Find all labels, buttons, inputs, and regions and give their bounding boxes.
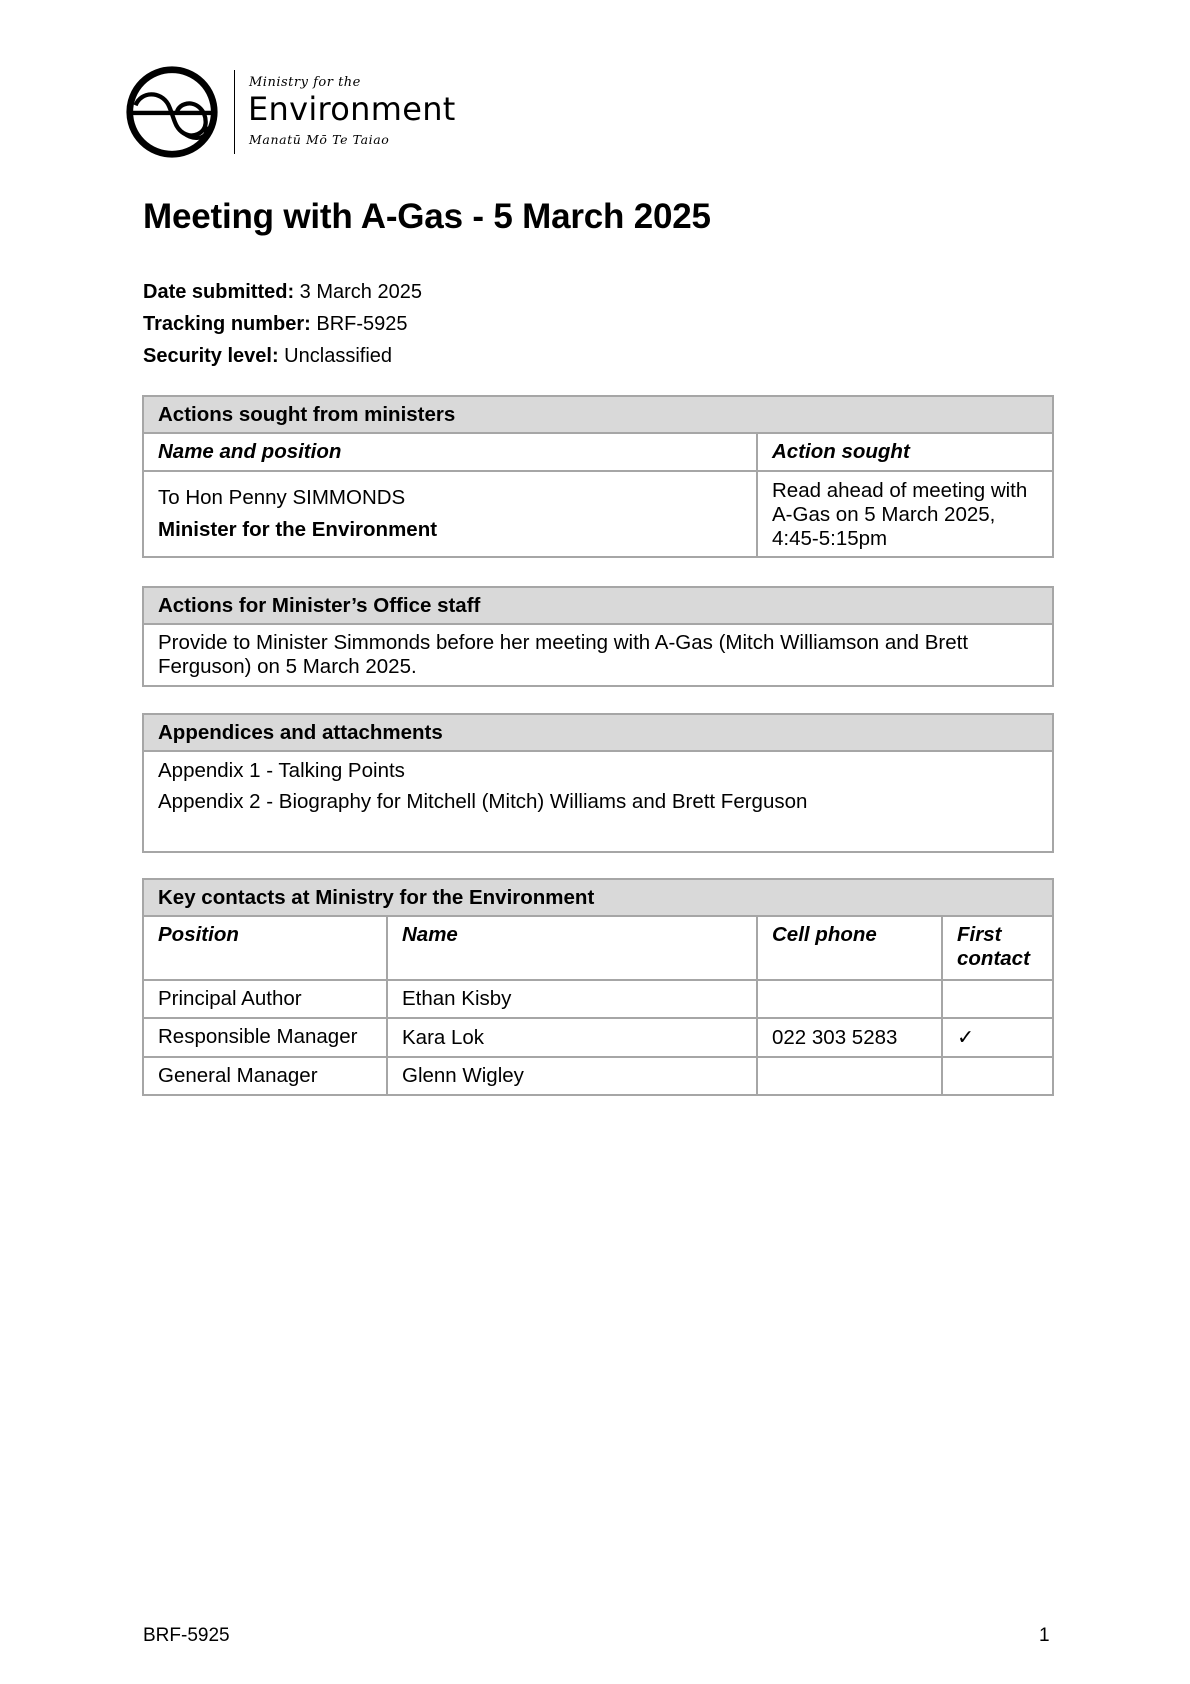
action-sought-value: Read ahead of meeting with A-Gas on 5 March 2025, 4:45-5:15pm bbox=[757, 471, 1053, 557]
ministry-logo bbox=[124, 62, 484, 162]
cell-phone-header: Cell phone bbox=[757, 916, 942, 980]
contact-position: Principal Author bbox=[143, 980, 387, 1018]
actions-sought-table bbox=[142, 395, 1054, 558]
table-row bbox=[143, 980, 1053, 1018]
tracking-number-value: BRF-5925 bbox=[310, 313, 408, 335]
document-metadata bbox=[143, 276, 422, 372]
contact-name: Ethan Kisby bbox=[387, 980, 757, 1018]
key-contacts-heading: Key contacts at Ministry for the Environment bbox=[143, 879, 1053, 916]
appendices-list bbox=[143, 751, 1053, 852]
date-submitted bbox=[143, 276, 422, 308]
contact-position: Responsible Manager bbox=[143, 1018, 387, 1057]
contact-name: Kara Lok bbox=[387, 1018, 757, 1057]
tracking-number bbox=[143, 308, 422, 340]
contact-phone: 022 303 5283 bbox=[757, 1018, 942, 1057]
security-level bbox=[143, 340, 422, 372]
name-header: Name bbox=[387, 916, 757, 980]
contact-phone bbox=[757, 980, 942, 1018]
footer-reference: BRF-5925 bbox=[143, 1625, 230, 1646]
name-position-header: Name and position bbox=[143, 433, 757, 471]
tracking-number-label: Tracking number: bbox=[143, 313, 311, 335]
contact-first-contact bbox=[942, 980, 1053, 1018]
contact-position: General Manager bbox=[143, 1057, 387, 1095]
page-title: Meeting with A-Gas - 5 March 2025 bbox=[143, 197, 711, 236]
logo-line-1: Ministry for the bbox=[249, 75, 361, 90]
first-contact-header: First contact bbox=[942, 916, 1053, 980]
appendices-table bbox=[142, 713, 1054, 853]
actions-sought-heading: Actions sought from ministers bbox=[143, 396, 1053, 433]
table-row bbox=[143, 1057, 1053, 1095]
checkmark-icon: ✓ bbox=[942, 1018, 1053, 1057]
recipient-name: To Hon Penny SIMMONDS bbox=[158, 486, 406, 509]
action-sought-header: Action sought bbox=[757, 433, 1053, 471]
office-actions-body: Provide to Minister Simmonds before her meeting with A-Gas (Mitch Williamson and Brett Ferguson) on 5 March 2025. bbox=[143, 624, 1053, 686]
security-level-label: Security level: bbox=[143, 345, 279, 367]
appendix-item: Appendix 2 - Biography for Mitchell (Mitch) Williams and Brett Ferguson bbox=[158, 790, 808, 813]
recipient-position: Minister for the Environment bbox=[158, 518, 438, 541]
office-actions-heading: Actions for Minister’s Office staff bbox=[143, 587, 1053, 624]
position-header: Position bbox=[143, 916, 387, 980]
security-level-value: Unclassified bbox=[278, 345, 393, 367]
ministry-environment-logo-icon bbox=[124, 64, 220, 160]
office-actions-table bbox=[142, 586, 1054, 687]
logo-line-3: Manatū Mō Te Taiao bbox=[249, 132, 390, 147]
date-submitted-label: Date submitted: bbox=[143, 281, 295, 303]
contact-name: Glenn Wigley bbox=[387, 1057, 757, 1095]
logo-divider bbox=[234, 70, 235, 154]
appendix-item: Appendix 1 - Talking Points bbox=[158, 759, 405, 782]
table-row bbox=[143, 1018, 1053, 1057]
contact-phone bbox=[757, 1057, 942, 1095]
recipient-cell bbox=[143, 471, 757, 557]
page-number: 1 bbox=[1039, 1625, 1050, 1646]
key-contacts-table bbox=[142, 878, 1054, 1096]
logo-line-2: Environment bbox=[248, 90, 456, 128]
contact-first-contact bbox=[942, 1057, 1053, 1095]
date-submitted-value: 3 March 2025 bbox=[294, 281, 422, 303]
appendices-heading: Appendices and attachments bbox=[143, 714, 1053, 751]
